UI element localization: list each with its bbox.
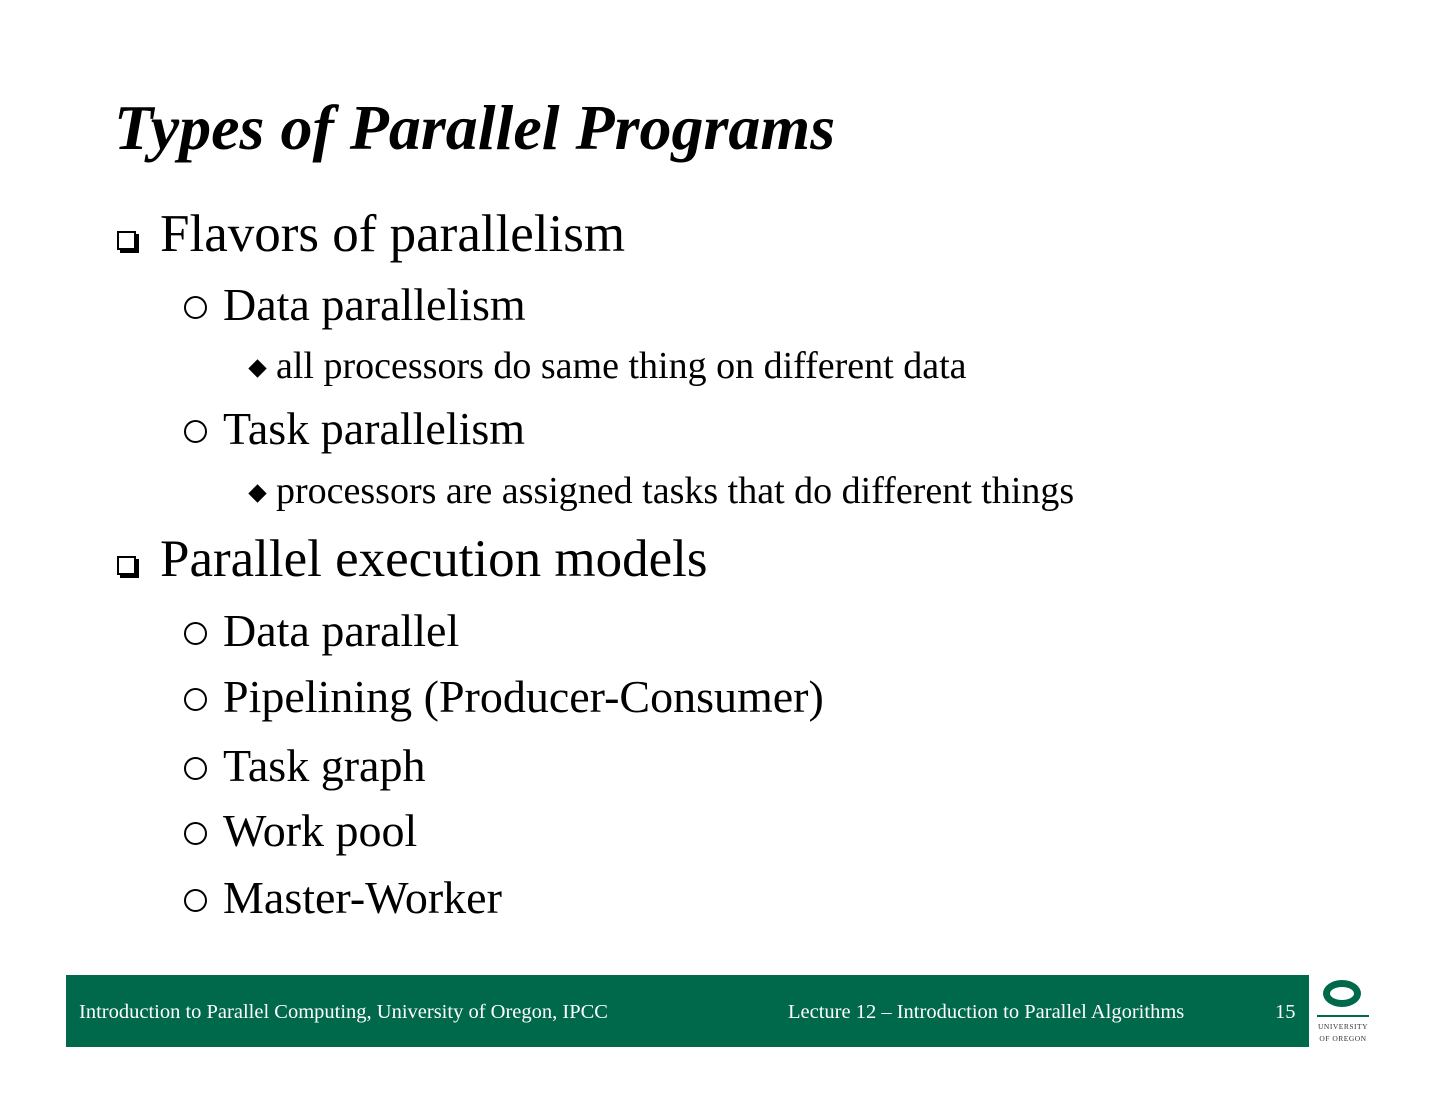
circle-bullet-icon [184, 296, 207, 319]
bullet-text: Work pool [223, 805, 418, 856]
bullet-text: Data parallel [223, 605, 460, 656]
bullet-text: Pipelining (Producer-Consumer) [223, 671, 824, 722]
footer-course: Introduction to Parallel Computing, University of Oregon, IPCC [79, 1001, 608, 1023]
bullet-text: Master-Worker [223, 872, 502, 923]
university-of-oregon-logo [1315, 978, 1373, 1046]
diamond-bullet-icon [248, 484, 266, 502]
bullet-text: Task parallelism [223, 403, 526, 454]
oregon-o-icon [1323, 980, 1361, 1007]
circle-bullet-icon [184, 688, 207, 711]
circle-bullet-icon [184, 889, 207, 912]
circle-bullet-icon [184, 757, 207, 780]
slide-title: Types of Parallel Programs [114, 92, 836, 163]
bullet-text: processors are assigned tasks that do different things [276, 470, 1075, 512]
bullet-text: Flavors of parallelism [160, 205, 626, 263]
footer-bar [66, 975, 1309, 1047]
circle-bullet-icon [184, 822, 207, 845]
bullet-text: Data parallelism [223, 279, 526, 330]
square-bullet-icon [117, 231, 136, 250]
page-number: 15 [1275, 1001, 1296, 1023]
footer-lecture: Lecture 12 – Introduction to Parallel Algorithms [788, 1001, 1185, 1023]
logo-divider [1317, 1015, 1369, 1017]
bullet-text: Parallel execution models [160, 530, 708, 588]
bullet-text: Task graph [223, 740, 426, 791]
circle-bullet-icon [184, 420, 207, 443]
logo-line-2: OF OREGON [1319, 1034, 1367, 1043]
diamond-bullet-icon [248, 359, 266, 377]
bullet-text: all processors do same thing on different data [276, 345, 967, 387]
square-bullet-icon [117, 556, 136, 575]
logo-line-1: UNIVERSITY [1318, 1022, 1368, 1031]
circle-bullet-icon [184, 622, 207, 645]
